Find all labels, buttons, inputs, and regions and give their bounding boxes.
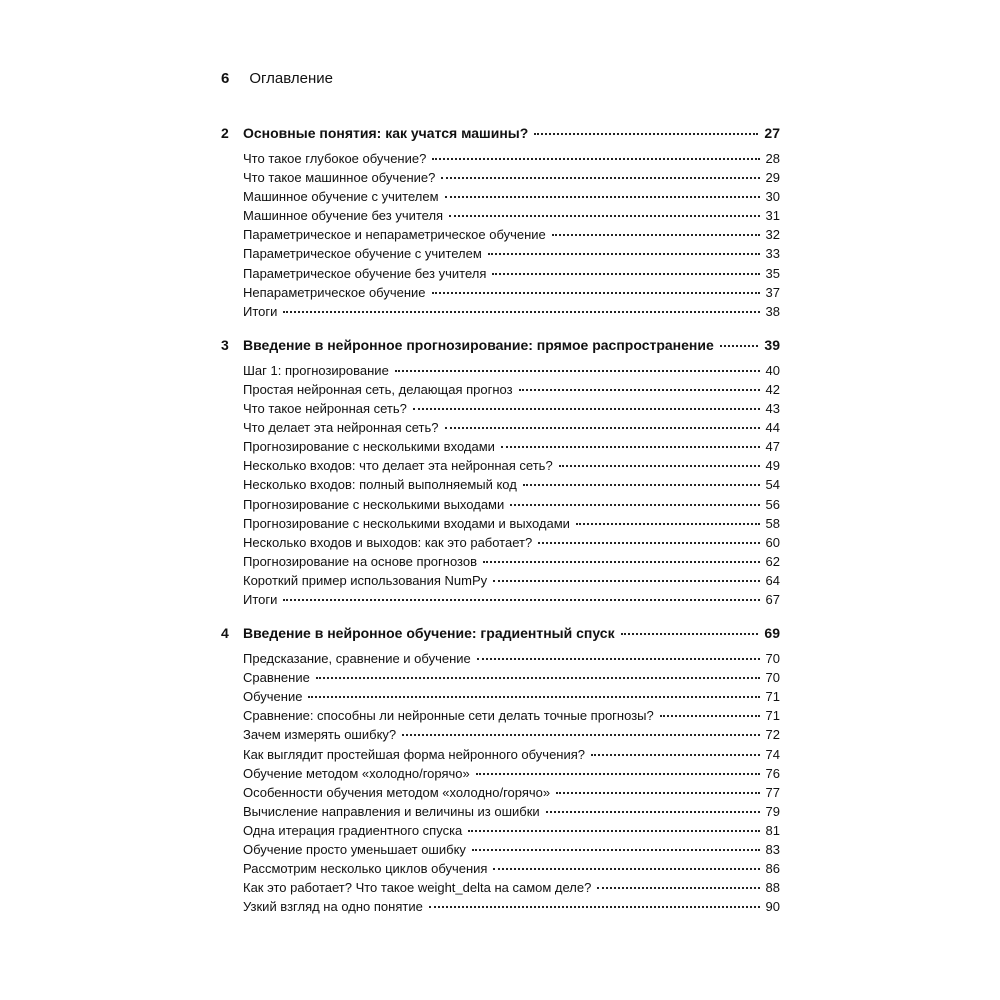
- toc-entry: [221, 670, 780, 689]
- chapter-title: Введение в нейронное обучение: градиентный спуск: [243, 625, 615, 642]
- toc-entry: [221, 573, 780, 592]
- section-page: 86: [765, 861, 780, 877]
- section-page: 67: [765, 591, 780, 607]
- section-page: 38: [765, 303, 780, 319]
- chapter-page: 39: [764, 336, 780, 353]
- chapter-number: 4: [221, 625, 229, 642]
- dot-leader: [660, 715, 760, 717]
- toc-entry: [221, 516, 780, 535]
- section-title: Шаг 1: прогнозирование: [243, 362, 389, 378]
- dot-leader: [413, 408, 760, 410]
- section-page: 35: [765, 265, 780, 281]
- toc-entry: [221, 401, 780, 420]
- dot-leader: [492, 273, 759, 275]
- toc-entry: [221, 785, 780, 804]
- section-title: Прогнозирование на основе прогнозов: [243, 553, 477, 569]
- dot-leader: [308, 696, 759, 698]
- dot-leader: [432, 158, 759, 160]
- section-page: 62: [765, 553, 780, 569]
- section-title: Обучение методом «холодно/горячо»: [243, 765, 470, 781]
- running-title: Оглавление: [249, 70, 333, 87]
- section-title: Предсказание, сравнение и обучение: [243, 651, 471, 667]
- section-page: 83: [765, 842, 780, 857]
- toc-entry: [221, 747, 780, 766]
- running-head: [221, 70, 333, 87]
- toc-entry: [221, 823, 780, 842]
- section-page: 74: [765, 746, 780, 762]
- section-page: 37: [765, 284, 780, 300]
- dot-leader: [493, 580, 759, 582]
- section-title: Итоги: [243, 303, 278, 319]
- toc-entry: [221, 266, 780, 285]
- dot-leader: [597, 887, 759, 889]
- section-title: Несколько входов: полный выполняемый код: [243, 477, 517, 493]
- toc-entry: [221, 861, 780, 880]
- dot-leader: [445, 196, 760, 198]
- section-page: 81: [765, 822, 780, 838]
- dot-leader: [483, 561, 760, 563]
- dot-leader: [395, 370, 760, 372]
- toc-entry: [221, 842, 780, 861]
- toc-entry: [221, 592, 780, 611]
- section-page: 77: [765, 784, 780, 800]
- dot-leader: [523, 484, 760, 486]
- toc-entry: [221, 170, 780, 189]
- section-title: Обучение просто уменьшает ошибку: [243, 842, 466, 857]
- toc-entry: [221, 420, 780, 439]
- chapter-entry: [221, 125, 780, 145]
- section-page: 29: [765, 170, 780, 186]
- toc-entry: [221, 477, 780, 496]
- section-title: Как это работает? Что такое weight_delta на самом деле?: [243, 880, 592, 896]
- dot-leader: [546, 811, 760, 813]
- section-title: Машинное обучение с учителем: [243, 189, 439, 205]
- toc-entry: [221, 727, 780, 746]
- dot-leader: [552, 234, 760, 236]
- section-title: Короткий пример использования NumPy: [243, 572, 488, 588]
- section-title: Сравнение: способны ли нейронные сети делать точные прогнозы?: [243, 708, 654, 724]
- chapter-number: 3: [221, 336, 229, 353]
- section-title: Прогнозирование с несколькими входами: [243, 439, 495, 455]
- dot-leader: [429, 906, 760, 908]
- section-title: Рассмотрим несколько циклов обучения: [243, 861, 488, 877]
- section-title: Обучение: [243, 689, 303, 705]
- chapter-page: 69: [764, 625, 780, 642]
- section-title: Несколько входов и выходов: как это работает?: [243, 534, 533, 550]
- section-page: 33: [765, 246, 780, 262]
- toc-entry: [221, 689, 780, 708]
- toc-entry: [221, 246, 780, 265]
- section-title: Параметрическое обучение с учителем: [243, 246, 482, 262]
- dot-leader: [402, 734, 759, 736]
- chapter-title: Основные понятия: как учатся машины?: [243, 125, 529, 141]
- toc-entry: [221, 189, 780, 208]
- section-title: Сравнение: [243, 670, 310, 686]
- section-page: 32: [765, 227, 780, 243]
- section-page: 28: [765, 151, 780, 166]
- section-title: Зачем измерять ошибку?: [243, 727, 397, 743]
- chapter-title: Введение в нейронное прогнозирование: прямое распространение: [243, 336, 714, 353]
- section-page: 30: [765, 189, 780, 205]
- dot-leader: [468, 830, 759, 832]
- page-number: 6: [221, 70, 230, 87]
- section-page: 31: [765, 208, 780, 224]
- section-title: Что делает эта нейронная сеть?: [243, 420, 439, 436]
- toc-entry: [221, 554, 780, 573]
- toc-entry: [221, 208, 780, 227]
- dot-leader: [510, 504, 759, 506]
- chapter-page: 27: [764, 125, 780, 141]
- chapter-entry: [221, 625, 780, 645]
- dot-leader: [493, 868, 759, 870]
- dot-leader: [488, 253, 760, 255]
- dot-leader: [591, 754, 760, 756]
- chapter-entry: [221, 337, 780, 357]
- section-page: 79: [765, 803, 780, 819]
- dot-leader: [445, 427, 760, 429]
- toc-entry: [221, 766, 780, 785]
- section-page: 44: [765, 420, 780, 436]
- section-title: Простая нейронная сеть, делающая прогноз: [243, 381, 513, 397]
- section-title: Особенности обучения методом «холодно/горячо»: [243, 784, 551, 800]
- chapter-block: [221, 337, 780, 611]
- dot-leader: [559, 465, 760, 467]
- dot-leader: [449, 215, 759, 217]
- section-page: 64: [765, 572, 780, 588]
- dot-leader: [576, 523, 760, 525]
- section-title: Машинное обучение без учителя: [243, 208, 444, 224]
- toc-entry: [221, 497, 780, 516]
- section-page: 70: [765, 651, 780, 667]
- section-title: Узкий взгляд на одно понятие: [243, 899, 423, 915]
- section-title: Прогнозирование с несколькими выходами: [243, 496, 505, 512]
- section-title: Что такое машинное обучение?: [243, 170, 436, 186]
- dot-leader: [441, 177, 759, 179]
- section-page: 70: [765, 670, 780, 686]
- toc-entry: [221, 382, 780, 401]
- dot-leader: [316, 677, 760, 679]
- section-title: Непараметрическое обучение: [243, 284, 426, 300]
- chapter-block: [221, 125, 780, 323]
- toc-entry: [221, 651, 780, 670]
- section-page: 71: [765, 689, 780, 705]
- dot-leader: [432, 292, 760, 294]
- dot-leader: [283, 599, 759, 601]
- section-title: Несколько входов: что делает эта нейронная сеть?: [243, 458, 553, 474]
- dot-leader: [556, 792, 759, 794]
- toc-entry: [221, 899, 780, 918]
- dot-leader: [519, 389, 760, 391]
- section-page: 71: [765, 708, 780, 724]
- section-page: 49: [765, 458, 780, 474]
- dot-leader: [472, 849, 760, 851]
- dot-leader: [501, 446, 760, 448]
- dot-leader: [538, 542, 759, 544]
- section-page: 56: [765, 496, 780, 512]
- section-page: 60: [765, 534, 780, 550]
- section-title: Что такое нейронная сеть?: [243, 401, 407, 417]
- section-title: Что такое глубокое обучение?: [243, 151, 427, 166]
- section-page: 43: [765, 401, 780, 417]
- toc-entry: [221, 880, 780, 899]
- toc-entry: [221, 285, 780, 304]
- toc-entry: [221, 804, 780, 823]
- dot-leader: [720, 345, 759, 347]
- section-page: 40: [765, 362, 780, 378]
- section-page: 47: [765, 439, 780, 455]
- section-title: Прогнозирование с несколькими входами и выходами: [243, 515, 570, 531]
- section-page: 72: [765, 727, 780, 743]
- dot-leader: [621, 633, 759, 635]
- chapter-number: 2: [221, 125, 229, 141]
- dot-leader: [534, 133, 758, 135]
- toc-entry: [221, 708, 780, 727]
- dot-leader: [283, 311, 759, 313]
- section-title: Параметрическое обучение без учителя: [243, 265, 487, 281]
- section-page: 58: [765, 515, 780, 531]
- chapter-block: [221, 625, 780, 918]
- table-of-contents: [221, 125, 780, 932]
- toc-entry: [221, 458, 780, 477]
- section-title: Одна итерация градиентного спуска: [243, 822, 463, 838]
- toc-entry: [221, 535, 780, 554]
- dot-leader: [477, 658, 760, 660]
- section-page: 42: [765, 381, 780, 397]
- section-page: 88: [765, 880, 780, 896]
- section-title: Вычисление направления и величины из ошибки: [243, 803, 540, 819]
- toc-entry: [221, 304, 780, 323]
- toc-entry: [221, 151, 780, 170]
- section-page: 90: [765, 899, 780, 915]
- section-title: Итоги: [243, 591, 278, 607]
- toc-entry: [221, 439, 780, 458]
- toc-entry: [221, 363, 780, 382]
- section-page: 54: [765, 477, 780, 493]
- section-title: Как выглядит простейшая форма нейронного обучения?: [243, 746, 586, 762]
- section-page: 76: [765, 765, 780, 781]
- dot-leader: [476, 773, 760, 775]
- section-title: Параметрическое и непараметрическое обучение: [243, 227, 546, 243]
- toc-entry: [221, 227, 780, 246]
